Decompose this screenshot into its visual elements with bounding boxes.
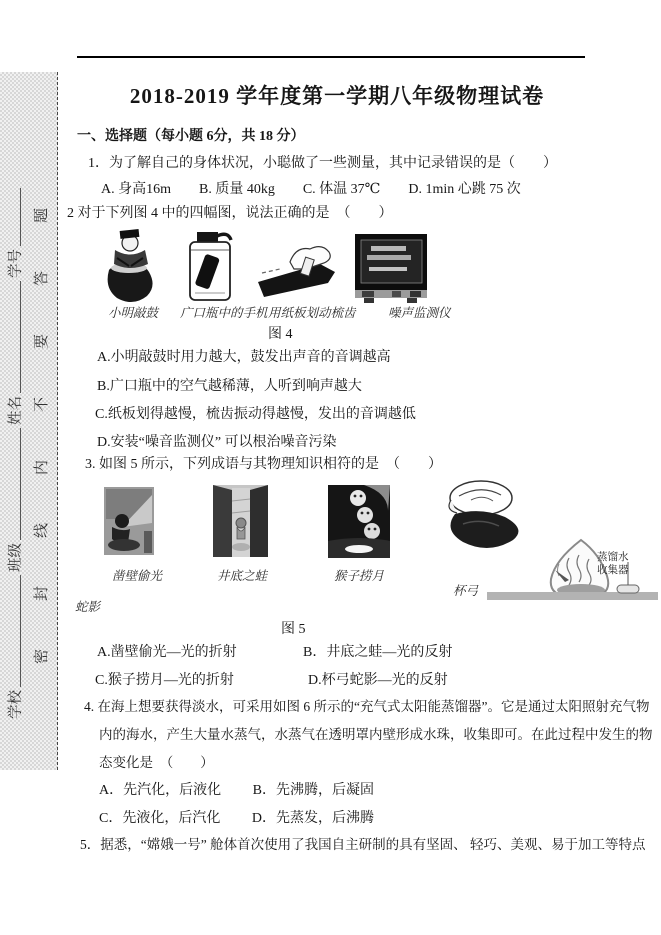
question-2-option-b: B.广口瓶中的空气越稀薄，人听到响声越大 bbox=[97, 379, 362, 394]
class-blank-line bbox=[8, 428, 21, 540]
figure5-label-monkey: 猴子捞月 bbox=[334, 569, 385, 583]
question-2-option-d: D.安装“噪音监测仪” 可以根治噪音污染 bbox=[97, 435, 337, 450]
still-collector-label bbox=[597, 551, 629, 577]
name-blank-line bbox=[8, 281, 21, 393]
school-blank-line bbox=[8, 575, 21, 687]
still-collector-label-line1: 蒸馏水 bbox=[597, 552, 629, 563]
student-no-blank-line bbox=[8, 188, 21, 246]
question-4-options-cd: C．先液化，后汽化 D．先蒸发，后沸腾 bbox=[99, 811, 374, 826]
frog-in-well-photo bbox=[213, 485, 268, 557]
figure4-label-comb: 用纸板划动梳齿 bbox=[268, 306, 356, 320]
class-label: 班级 bbox=[7, 543, 24, 572]
student-info-fields bbox=[1, 188, 27, 770]
question-5-stem: 5．据悉，“嫦娥一号” 舱体首次使用了我国自主研制的具有坚固、 轻巧、美观、易于加工等特点 bbox=[80, 837, 646, 852]
question-3-option-c: C.猴子捞月—光的折射 bbox=[95, 673, 234, 688]
question-4-stem-line2: 内的海水，产生大量水蒸气，水蒸气在透明罩内壁形成水珠，收集即可。在此过程中发生的物 bbox=[99, 727, 653, 742]
figure4-label-monitor: 噪声监测仪 bbox=[388, 306, 451, 320]
student-no-label: 学号 bbox=[7, 249, 24, 278]
figure5-label-chisel: 凿壁偷光 bbox=[112, 569, 163, 583]
jar-phone-image bbox=[183, 227, 238, 304]
section-header: 一、选择题（每小题 6分，共 18 分） bbox=[77, 129, 305, 144]
figure5-label-frog: 井底之蛙 bbox=[217, 569, 268, 583]
seal-margin bbox=[0, 72, 58, 770]
figure5-label-cup-bow: 杯弓 bbox=[453, 584, 479, 598]
monkeys-moon-photo bbox=[328, 485, 390, 558]
still-collector-label-line2: 收集器 bbox=[597, 565, 629, 577]
question-1-stem: 1．为了解自己的身体状况，小聪做了一些测量，其中记录错误的是（ ） bbox=[88, 156, 557, 171]
question-1-options: A. 身高16m B. 质量 40kg C. 体温 37℃ D. 1min 心跳 75 次 bbox=[101, 182, 521, 197]
figure4-label-drum: 小明敲鼓 bbox=[108, 306, 159, 320]
question-3-option-a: A.凿壁偷光—光的折射 bbox=[97, 645, 237, 660]
drum-boy-image bbox=[103, 228, 158, 304]
question-2-option-a: A.小明敲鼓时用力越大，鼓发出声音的音调越高 bbox=[97, 350, 391, 365]
question-3-option-d: D.杯弓蛇影—光的反射 bbox=[308, 673, 448, 688]
question-4-stem-line3: 态变化是 （ ） bbox=[99, 755, 214, 770]
seal-line-text: 密封线内不要答题 bbox=[34, 159, 50, 664]
noise-monitor-image bbox=[352, 231, 432, 305]
question-4-stem-line1: 4. 在海上想要获得淡水，可采用如图 6 所示的“充气式太阳能蒸馏器”。它是通过太阳照射充气物 bbox=[84, 699, 650, 714]
question-2-stem: 2 对于下列图 4 中的四幅图，说法正确的是 （ ） bbox=[67, 206, 393, 221]
figure4-caption: 图 4 bbox=[268, 327, 293, 342]
comb-cardboard-image bbox=[256, 242, 344, 300]
top-divider bbox=[77, 56, 585, 58]
snake-shadow-label: 蛇影 bbox=[75, 600, 101, 614]
name-label: 姓名 bbox=[7, 396, 24, 425]
seal-margin-rotated-text bbox=[0, 72, 57, 770]
page-title: 2018-2019 学年度第一学期八年级物理试卷 bbox=[129, 84, 545, 108]
chisel-wall-photo bbox=[104, 487, 154, 555]
question-2-option-c: C.纸板划得越慢，梳齿振动得越慢，发出的音调越低 bbox=[95, 407, 416, 422]
question-3-stem: 3. 如图 5 所示，下列成语与其物理知识相符的是 （ ） bbox=[85, 457, 442, 472]
solar-still-image bbox=[485, 538, 660, 602]
question-4-options-ab: A．先汽化，后液化 B．先沸腾，后凝固 bbox=[99, 783, 374, 798]
figure5-caption: 图 5 bbox=[281, 622, 306, 637]
figure4-label-jar: 广口瓶中的手机 bbox=[180, 306, 268, 320]
question-3-option-b: B．井底之蛙—光的反射 bbox=[303, 645, 453, 660]
school-label: 学校 bbox=[7, 690, 24, 719]
